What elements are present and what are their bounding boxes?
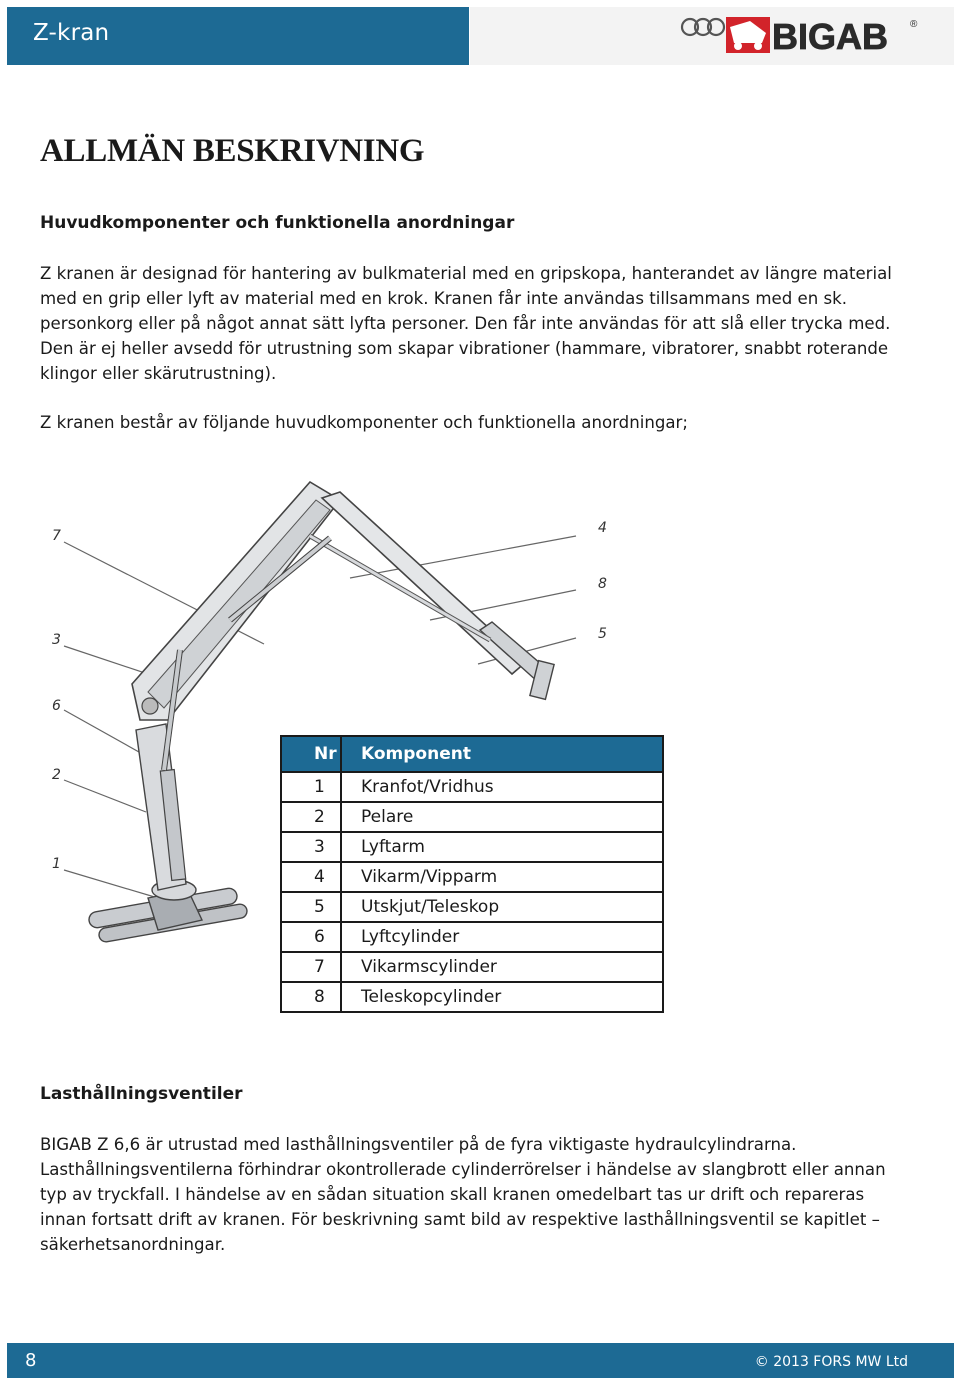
cell-component: Vikarm/Vipparm bbox=[341, 862, 663, 892]
crane-base bbox=[88, 880, 248, 943]
table-row bbox=[281, 862, 663, 892]
paragraph-line: med en grip eller lyft av material med en krok. Kranen får inte användas tillsammans med en sk. bbox=[40, 289, 848, 308]
callout-3: 3 bbox=[52, 632, 61, 648]
cell-nr: 4 bbox=[281, 862, 341, 892]
cell-component: Utskjut/Teleskop bbox=[341, 892, 663, 922]
header-title: Z-kran bbox=[33, 20, 110, 46]
column-header-component: Komponent bbox=[341, 736, 663, 772]
paragraph-line: klingor eller skärutrustning). bbox=[40, 364, 277, 383]
table-row bbox=[281, 952, 663, 982]
crane-lift-arm bbox=[132, 482, 340, 720]
paragraph-line: Lasthållningsventilerna förhindrar okontrollerade cylinderrörelser i händelse av slangbrott eller annan bbox=[40, 1160, 886, 1179]
page-title: ALLMÄN BESKRIVNING bbox=[40, 133, 425, 169]
crane-pillar bbox=[136, 724, 186, 890]
column-header-nr: Nr bbox=[281, 736, 341, 772]
copyright-notice: © 2013 FORS MW Ltd bbox=[754, 1354, 908, 1370]
callout-4-label: 4 bbox=[598, 520, 607, 536]
table-row bbox=[281, 802, 663, 832]
table-row bbox=[281, 922, 663, 952]
cell-component: Vikarmscylinder bbox=[341, 952, 663, 982]
cell-nr: 2 bbox=[281, 802, 341, 832]
cell-nr: 5 bbox=[281, 892, 341, 922]
cell-nr: 7 bbox=[281, 952, 341, 982]
truck-emblem-icon bbox=[726, 17, 770, 53]
callout-1: 1 bbox=[52, 856, 61, 872]
callout-5-label: 5 bbox=[598, 626, 607, 642]
cell-component: Teleskopcylinder bbox=[341, 982, 663, 1012]
callout-8-label: 8 bbox=[598, 576, 607, 592]
table-row bbox=[281, 982, 663, 1012]
paragraph-line: personkorg eller på något annat sätt lyfta personer. Den får inte användas för att slå eller trycka med. bbox=[40, 314, 891, 333]
paragraph-line: säkerhetsanordningar. bbox=[40, 1235, 226, 1254]
cell-component: Pelare bbox=[341, 802, 663, 832]
cell-nr: 3 bbox=[281, 832, 341, 862]
cell-nr: 6 bbox=[281, 922, 341, 952]
description-paragraph bbox=[40, 261, 925, 386]
rings-icon bbox=[682, 19, 724, 35]
callout-2: 2 bbox=[52, 767, 61, 783]
callout-6: 6 bbox=[52, 698, 61, 714]
table-row bbox=[281, 832, 663, 862]
paragraph-line: BIGAB Z 6,6 är utrustad med lasthållningsventiler på de fyra viktigaste hydraulcylindrarna. bbox=[40, 1135, 797, 1154]
page-number: 8 bbox=[25, 1350, 37, 1371]
table-row bbox=[281, 772, 663, 802]
cell-component: Lyftcylinder bbox=[341, 922, 663, 952]
cell-nr: 8 bbox=[281, 982, 341, 1012]
crane-jib bbox=[310, 492, 554, 699]
paragraph-line: Z kranen är designad för hantering av bulkmaterial med en gripskopa, hanterandet av längre material bbox=[40, 264, 892, 283]
bigab-logo bbox=[678, 13, 928, 57]
components-table bbox=[280, 735, 664, 1013]
components-intro: Z kranen består av följande huvudkomponenter och funktionella anordningar; bbox=[40, 413, 688, 432]
callout-7: 7 bbox=[52, 528, 61, 544]
logo-registered-mark: ® bbox=[910, 19, 918, 30]
right-callouts bbox=[520, 510, 620, 650]
logo-wordmark: BIGAB bbox=[772, 16, 888, 57]
cell-component: Kranfot/Vridhus bbox=[341, 772, 663, 802]
section-heading-valves: Lasthållningsventiler bbox=[40, 1084, 243, 1104]
paragraph-line: Den är ej heller avsedd för utrustning som skapar vibrationer (hammare, vibratorer, snabbt roterande bbox=[40, 339, 889, 358]
paragraph-line: typ av tryckfall. I händelse av en sådan situation skall kranen omedelbart tas ur drift och repareras bbox=[40, 1185, 865, 1204]
cell-component: Lyftarm bbox=[341, 832, 663, 862]
cell-nr: 1 bbox=[281, 772, 341, 802]
section-heading-components: Huvudkomponenter och funktionella anordningar bbox=[40, 213, 515, 233]
table-row bbox=[281, 892, 663, 922]
table-header-row bbox=[281, 736, 663, 772]
valves-paragraph bbox=[40, 1132, 925, 1257]
paragraph-line: innan fortsatt drift av kranen. För beskrivning samt bild av respektive lasthållningsventil se kapitlet – bbox=[40, 1210, 880, 1229]
